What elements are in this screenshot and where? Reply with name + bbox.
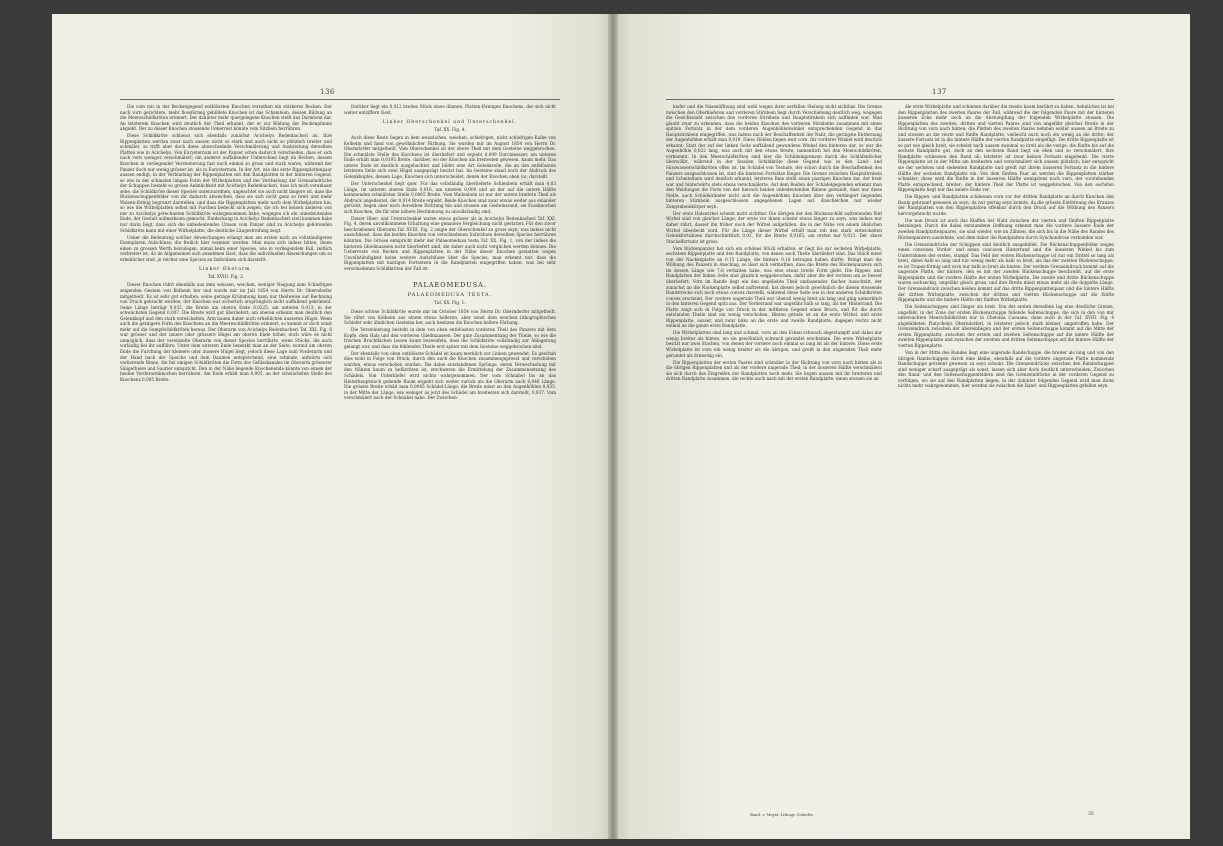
- signature-mark: 35: [1088, 812, 1094, 817]
- section-heading: Linker Oberarm.: [198, 267, 253, 273]
- paragraph: Ueber die Bedeutung solcher Abweichungen erlangt man am ersten nach an vollständigeren Exemplaren Aufschluss; die freilich hier vermisst werden. Man muss sich indess hüten, ihnen einen zu grossen Werth beizulegen, zumal beim einer Species, wie in vorliegendem Fall, zeitlich verbreitet ist; da im Allgemeinen sich annehmen lässt, dass die individuellen Abweichungen um so erheblicher sind, je reicher eine Species an Individuen sich darstellt.: [120, 234, 332, 262]
- footer-imprint: Band. v. Meyer, Lithogr. Schiefer.: [750, 812, 814, 817]
- section-heading: Linker Oberschenkel und Unterschenkel.: [382, 120, 518, 126]
- paragraph: Diese schöne Schildkröte wurde mir im October 1854 von Herrn Dr. Oberndorfer mitgetheilt. Sie rührt von Kelheim aus einem etwas helleren, aber sonst dem weichen lithographischen Schiefer sehr ähnlichen Gesteine her, auch besitzen die Knochen hellere Färbung.: [344, 308, 556, 326]
- paragraph: Der erste Halswirbel scheint nicht sichtbar. Die übrigen der den Rückenschild auftretenden fünf Wirbel sind von gleicher Länge; der erste vor ihnen scheint etwas länger zu seyn, was indess nur daher rührt, dasser ihn früher noch der Wirbel aufgefallen, die in der Nähe von einem ähnlichen Wirbel überdeckt wird. Für die Länge dieser Wirbel erhält man roh den stark entwickelten Gelenkfortsätzen durchschnittlich 0,02, für die Breite 0,0165, am ersten nur 0,015. Der obere Stachelfortsatz ist gross.: [666, 210, 882, 244]
- right-column-1: [666, 104, 882, 810]
- paragraph: Diese Schildkröte schliesst sich ebenfalls zunächst Acichelys Redenbacheri an. Ihre Rippenplatten werden zwar nach aussen nicht so stark und auch nicht so plötzlich breiter und schmäler, so trifft aber doch diese abwechselnde Verschmälerung und Ausbreitung derselben Platten wie in Acichelys. Von Eurysternum ist der Panzer schon dadurch verschieden, dass er sich nach vorn weniger verschmälert; ein anderer auffallender Unterschied liegt im Becken, dessen Knochen in vorliegender Versteinerung fast noch einmal so gross und stark waren, während der Panzer doch nur wenig grösser ist, als in Eurysternum. In der Art, wie das erste Rippenplattenpaar aussen endigt, in der Verbindung der Rippenplatten mit den Randplatten in der hinteren Gegend, so wie in der schmalen langen Form der Wirbelplatten und der Vertheilung der Grenzeindrücke der Schuppen besteht so grosse Aehnlichkeit mit Acichelys Redenbacheri, dass ich mich veranlasst sehe, die Schildkröte dieser Species unterzuordnen, ungeachtet sie auch nicht längere ist, dass die Rückenschuppenfelder von ihr dadurch abweichen, dass sie sich nicht ganz so breit und mehr Walzen-förmig begrenzt darstellen, und dass die Rippenplatten mehr nach dem Wirbelplatten hin, so wie die Wirbelplatten selbst mit Furchen bedeckt sich zeigen, die ich bei keinen anderen von mir zu Acichelys gerechneten Schildkröte wahrgenommen habe; wogegen ich ein unbedeutendes Ende, der Gestalt aufmerksam gemacht, Entdeckung in Acichelys Redenbacheri steil kommen habe nur darin liegt, dass sich die unbedeutendes Umsen vom Panzer sind zu Acichelys gehörenden Schildkröte kann mit einer Wirbelplatte, die deutliche Längestreifung zeigt.: [120, 133, 332, 233]
- paragraph: Von in der Mitte des Randes liegt eine ungerade Randschuppe, die breiter als lang und von den übrigen Randschuppen durch eine kleine, ebenfalls auf die vordere ungerade Platte kommende Randschuppe getrennt gewesen zu seyn scheint. Die Grenzeindrücke zwischen den Randschuppen sind weniger scharf ausgeprägt als sonst, lassen sich aber doch deutlich unterscheiden. Zwischen den Rand- und den Seitenschuppenfeldern sind die Grenzeindrücke in der vorderen Gegend zu verfolgen, wo sie auf den Randplatten liegen; in der dahinter folgenden Gegend wird man ihren nichts mehr wahrgenommen, hier werden sie zwischen die Rand- und Rippenplatten gefallen seyn.: [898, 350, 1114, 389]
- paragraph: Vom Rückenpanzer hat sich ein schönes Stück erhalten; er liegt bis zur sechsten Wirbelplatte, sechstem Rippenplatte und den Randplatte, von denen auch Theile überliefert sind. Das Stück misst von der Nackenplatte an 0,15 Länge, die hintere 0,18 betragen haben dürfte. Bringt man die Wölbung des Panzers in Anschlag, so lässt sich vermuthen, dass die Breite des Rückenpanzers sich im dessen Länge wie 7:8 verhalten habe, was eine etwas breite Form giebt. Die Rippen- und Randplatten der linken Seite sind gänzlich weggebrochen, dafür aber die der rechten um so besser überliefert. Vorn im Rande liegt ein den ungeliebte Theil umfassender, flacher Ausschnitt, der zunächst an die Nackenplatte selbst auftretend, hat diesen jedoch gewöhnlich die diesen stossende Randstrecke sich noch etwas convex darstellt, während diese Seite wie in den anderen Schildkröten convex erscheint. Der vordere ungerade Theil war überall wenig breit als lang und ging unmerklich in den hinteren Gegend spitz aus. Der Vorderrand war ungefähr halb so lang, als der Hinterrand. Die Platte zeigt sich in Folge von Druck in der mittleren Gegend einen Bruch, und für die durch entstanden Theile sind ein wenig verschoben. Hinten gerade ist an die erste Wirbel, und erste Rippenplatte, ausser, und zwar links an die erste und zweite Randplatte, dagegen rechts nicht einmal an die ganze erste Randplatte.: [666, 245, 882, 329]
- book-spread: [52, 14, 1190, 839]
- paragraph: Dieser Knochen rührt ebenfalls aus dem weissen, weichen, weniger Neigung zum Schiefrigen zeigenden Gestein von Kelheim her und wurde mir im Juli 1854 von Herrn Dr. Oberndorfer mitgetheilt. Es ist sehr gut erhalten; seine geringe Krümmung kann nur theilweise auf Rechnung von Druck gebracht werden; der Knochen war sicherlich ursprünglich nicht auffallend gekrümmt. Seine Länge beträgt 0,032, die Breite am oberen Ende 0,0225, am unteren 0,013, in der schwächsten Gegend 0,007. Die Breite wird gut überliefert; am oberen erkennt man deutlich den Gelenkkopf und den stark entwickelten, Arm bauen daher auch erheblichen äusseren Hügel. Wenn auch die geringere Form des Knochens an die Meereschildkröten erinnert, so kommt er doch sonst mehr auf die Sumpfschildkröten heraus. Der Oberarm von Acichelys Redenbacheri Taf. XXI. Fig. 6 war grösser und der innere oder grössere Hügel am oberen Ende höher, doch wäre es nicht unmöglich, dass der vereinzelte Oberarm von dieser Species herrührte, wenn Stücke, die auch vorläufig bei ihr aufführe. Unter dem unteren Ende bemerkt man an der Seite, worauf am oberen Ende die Furchung der kleinere oder äussere Hügel liegt, jedoch diese Lage zum Vorderarm und der Hand nach der Speiche und dem Daumen entsprechend, eine schmale, aufwärts sich verlierende Rinne, die bei einigen Schildkröten die Form des Gefässkanales im Oberarm grösserer Säugethiere und Saurier entspricht. Den in der Nähe liegende Knochenende könnte von einem der beiden Vorderarmknochen herrühren. Am Ende erhält man 0,005, an der schwächsten Stelle des Knochens 0,005 Breite.: [120, 282, 332, 382]
- left-page: [52, 14, 612, 839]
- section-heading: PALAEOMEDUSA TESTA.: [407, 291, 493, 298]
- paragraph: Auch diese Reste liegen in dem weisslichen, weichen, schiefrigen, nicht schiefrigen Kalke von Kelheim und fand von gewöhnlicher Färbung. Sie wurden mir im August 1854 von Herrn Dr. Oberndorfer mitgetheilt. Vom Oberschenkel ist der obere Theil mit dem Gesteine weggebrochen. Die schmälste Stelle des Knochens ist überliefert und ergiebt 0,009 Durchmesser, am unteren Ende erhält man 0,0195 Breite, darüber, wo der Knochen am breitesten gewesen, kaum mehr. Das untere Ende ist deutlich ausgebuchtet und bildet eine Art Gelenkrolle, die an den entblössten letzteren Seite sich zwei Hügel ausgeprägt besitzt hat. Im Gesteine stand noch der Abdruck des Gelenkkopfes, dessen Lage, Knochen sich unterscheidet, denen der Knochen oben (a), darstellt.: [344, 135, 556, 180]
- section-heading: Taf. XVIII. Fig. 2.: [207, 273, 245, 279]
- paragraph: Dieser Ober- und Unterschenkel waren etwas grösser als in Acichelys Redenbacheri Taf. XXI. Fig. 4, deren unvollkommene Erhaltung eine genauere Vergleichung nicht gestattet. Für den zuvor beschriebenen Oberarm Taf. XVIII. Fig. 2 zeigte der Oberschenkel zu gross seyn, was indess nicht ausschliesst, dass die beiden Knochen von verschiedenen Individuen derselben Species herrühren könnten. Die Grösse entspricht mehr der Palaeomedusa testa Taf. XX. Fig. 1, von der indess die hinteren Gliedmaassen nicht überliefert sind, die daher auch nicht verglichen werden können. Die Ueberreste von Becken und Rippenplatten in der Nähe dieser Knochen gestatten wegen Unvollständigkeit keine weitere Aufschlüsse über die Species; man erkennt nur, dass die Rippenplatten mit kantigen Fortsetzen in die Randplatten eingegriffen haben, was bei sehr verschiedenen Schildkröten der Fall ist.: [344, 215, 556, 271]
- paragraph: Die Rippen- und Randplatten schliessen vorn vor der dritten Randplatte an durch Knochen den Raum gebrannt gewesen zu seyn, da nur gering seyn konnte, da die grösste Entfernung des Kranzes der Randplatten von den Rippenplatten offenbar durch den Druck auf die Wölbung des Panzers hervorgebracht wurde.: [898, 194, 1114, 216]
- paragraph: Die Grenzeindrücke der Schuppen sind deutlich ausgebildet. Die Rückenschuppenfelder zeigen einen convexen Vorder- und einen concaven Hinterrand und die äusseren Winkel bis zum Unterrahmen der ersten, stumpf. Das Feld der ersten Rückenschuppe ist nur ein Drittel so lang als breit, dabei halb so lang und nur wenig mehr als halb so breit, als das der zweiten Rückenschuppe; es ist Trapez-förmig und vorn nur halb so breit als hinten. Der vordere Grenzeindruck kommt auf die ungerade Platte, der hintere, den es mit der zweiten Rückenschuppe beschreibt, auf die erste Rippenplatte und die vordere Hälfte der ersten Wirbelplatte. Die zweite und dritte Rückenschuppe waren sechseckig, ungefähr gleich gross, und ihre Breite misst etwas mehr als die doppelte Länge. Der Grenzeindruck zwischen beiden kommt auf das dritte Rippenplattenpaar und die hintere Hälfte der dritten Wirbelplatte, zwischen der dritten und vierten Rückenschuppe auf die fünfte Rippenplatte und die hintere Hälfte der fünften Wirbelplatte.: [898, 241, 1114, 303]
- paragraph: Die nun Druck ist auch das Klaffen der Naht zwischen der vierten und fünften Rippenplatte beizulegen. Durch die dabei entstandene Oeffnung erkennt man die vordere äussere Ende der zweiten Randplattenpaares, sie sind wieder, wie im Zähnen, die sich bis in die Nähe des Randes des Rückenpanzers ausdehnte, und dem daher die Randplatten durch Synchondrose verbunden war.: [898, 217, 1114, 240]
- right-column-2: [898, 104, 1114, 810]
- page-number-right: 137: [932, 88, 947, 96]
- right-page: [614, 14, 1190, 839]
- gutter: [608, 14, 618, 839]
- paragraph: Der ebenfalls von oben entblösste Schädel ist kaum merklich zur Linken gewendet. Es geschah dies wohl in Folge von Druck, durch den auch die Knochen zusammengepresst und verschoben wurden, etwas verschoben wurden. Die dabei entstandenen Sprünge, deren Verwechselung mit den Nähten kaum zu befürchten ist, erschweren die Ermittelung der Zusammensetzung des Schädels. Von Unterkiefer wird nichts wahrgenommen. Der vom Schnabel bis an das Hinterhauptsloch gehende Raum ergiebt sich weiter zurück als die Oberarm nach 0,048 Länge. Die grösste Breite erhält man 0,0045 Schädel-Länge; die Breite misst an den Augenhöhlen 0,033, in der Mitte der Länge, wie weniger as jetzt des Schädel am breitesten sich darstellt, 0,037. Vom verschmälert nach der Schnabel nahe. Der Zwischen-: [344, 350, 556, 401]
- page-number-left: 136: [320, 88, 335, 96]
- genus-heading: PALAEOMEDUSA.: [413, 281, 487, 290]
- header-rule-right: [666, 99, 1114, 100]
- left-column-1: [120, 104, 332, 816]
- paragraph: Die Seitenschuppen sind länger als breit. Von der ersten derselben lag eine deutliche Grenze, ungefähr, in der Zone der ersten Rückenschuppe fallende Seitenschuppe, die sich in den von mir untersuchten Meerschildkröten nur in Chelonia Caouana, dann auch in der Taf. XVIII. Fig. 4 abgebildeten Platychelys Oberndorferi, in letzterer jedoch stark kleiner, angetroffen habe. Der Grenzeindruck zwischen der übereinliegen und der ersten Seitenschuppe kommt auf die Mitte der ersten Rippenplatte, zwischen der ersten und zweiten Seitenschuppe auf die innere Hälfte der zweiten Rippenplatte und zwischen der zweiten und dritten Seitenschuppe auf die hintere Hälfte der vierten Rippenplatte.: [898, 304, 1114, 348]
- paragraph: Die vom mir in der Beckengegend entblössten Knochen verrathen ein stärkeres Becken. Der nach vorn gerichtete, mehr flossförmig gebildete Knochen ist das Schambein, dessen Bildung an die Meereschildkröten erinnert. Der dahinter mehr quergelegene Knochen stellt das Darmbein dar. An letzterem Knochen wird deutlich der Theil erkannt, der er zur Bildung der Beckenpfanne abgiebt. Der zu dieser Knochen stossende Ueberrest könnte vom Sitzbein herrühren.: [120, 104, 332, 132]
- paragraph: Darüber liegt ein 0,012 breites Stück eines dünnen, Platten-förmigen Knochens, der sich nicht weiter entziffern lässt.: [344, 104, 556, 115]
- header-rule-left: [120, 99, 560, 100]
- paragraph: kiefer und die Nasenöffnung sind wohl wegen ihrer zerfallen Stelung nicht sichtbar. Die Grenze zwischen den Oberkieferen und vorderen Stirnbein liegt durch Verschiebung deutlich weg; wogegen die Gesichtsnaht zwischen den vorderen Stirnbein und Hauptstirnbein sich auffinden war. Man glaubt zwar zu erkennen, dass die beiden Knochen des vorderen Stirnbeins zusammen mit einen spitzen Fortsatz in der dem vorderen Augenhöhlenwinkel entsprechenden Gegend in das Hauptstirnbein eingegriffen, was indess nach der Beschaffenheit der Naht, die geringste Entfernung der Augenhöhlen erhält man 0,019. Diese Höhlen liegen weit vorn. Ihr vorderer Winkel wird deutlich erkannt. Statt der auf der linken Seite auffallend gewundene Winkel den hinteren dar, so war die Augenhöhle 0,022 lang, was auch mit den etwas Breite, namentlich bei den Meerschildkröten, vorkommt. In den Meerschildkröten sind hier die Schildeingrenzen durch die Schläfenlöcher überwölbt, während in der fossilen Schildkröte diese Gegend wie in den Land- und Süsswasserschildkröten offen ist. Im Schädel von Testudo, der schon durch die Beschaffenheit des Panzers ausgeschlossen ist, sind die hinteren Fortsätze länger. Die Grenze zwischen Hauptstirnbein und Scheitelbein wird deutlich erkannt; letzteres Bein stellt einen paarigen Knochen dar, der breit war und hinterwärts stets etwas verschmälerte. Auf dem Beiden der Schädelgegenden erkennt man den Waldungen die Form von der hierach beiden unbedeutenden Rinnen gewandt, dass nur diese Stelle, auch Schädelränder nicht sich die Augenhöhlen Knochen über den verlängert liegenden hinteren Stirnbein ausgeschlossen angegebenen Lagen auf, Knöchelchen nur wieder Zungenbeinkörper seyn.: [666, 104, 882, 209]
- section-heading: Taf. XX. Fig. 4.: [434, 126, 466, 132]
- paragraph: Der Unterschenkel liegt quer. Für das vollständig überlieferte Schienbein erhält man 0,03 Länge, im unteren oberen Ende 0,016, am unteren 0,009 und an der auf die untere Hälfte kommenden schmälsten Stelle 0,0065 Breite. Vom Wadenbein ist nur der untere breitere Theil als Abdruck angedeutet, der 0,014 Breite ergiebt. Beide Knochen sind zwar etwas weiter aus einander gerückt, liegen aber nach derselben Richtung hin und stossen am Gesteinsrand, sie Fussknochen sich Knochen, die für eine nähere Bestimmung zu unvollständig sind.: [344, 181, 556, 214]
- paragraph: Die Wirbelplatten sind lang und schmal, vorn an den Ecken schwach abgestumpft und dabei nur wenig breiter als hinten, wo sie gewöhnlich schwach gerundet erscheinen. Die erste Wirbelplatte besitzt nur zwei Stachen, von denen der vordere noch einmal so lang ist als der hintere. Diese erste Wirbelplatte ist vorn ein wenig breiter als die übrigen, und greift in den ungeraden Theil mehr gerundet als dreieckig ein.: [666, 330, 882, 358]
- paragraph: Die Rippenplatten der ersten Paares sind schmäler in der Richtung von vorn nach hinten als in die übrigen Rippenplatten und als der vordere ungerade Theil; in der äusseren Hälfte verschmälern sie sich durch das Eingreifen der Randplatten noch mehr. Sie liegen aussen mit ihr breiteren und dritten Randplatte zusammen, die rechte auch nach mit der ersten Randplatte; innen stossen sie an: [666, 359, 882, 382]
- paragraph: die erste Wirbelplatte und schienen darüber die zweite kaum berührt zu haben. Aehnliches ist bei den Rippenplatten des zweiten Paares der Fall, während die der folgenden Paare mit der hinteren äusseren Ecke mehr noch an die Abstumpfung der folgenden Wirbelplatte stossen. Die Rippenplatten des zweiten, dritten und vierten Paares sind von ungefähr gleicher Breite in der Richtung von vorn nach hinten; die Platten des zweiten Paares nehmen weiter aussen an Breite zu und stossen an die vierte und fünfte Randplatte, vielleicht auch noch ein wenig an die dritte; der äussere Fortsatz ist in die hintere Hälfte der vierten Randplatte eingefügt. Die dritte Rippenplatte ist so gut wie gleich breit, sie scheint nach aussen zweimal so breit als die vorige; die fünfte bis auf die sechste Randplatte gut, doch an den sechsten Rand liegt sie eben und so verschmälert, ihre Randplatte schliessen den Rand ab; letzterer ist zwar keinen Fortsatz eingelenkt. Die vierte Rippenplatte ist in der Mitte am breitesten und verschmälert sich aussen plötzlich; hier entspricht sie der sechsten und siebenten Randplatte und greift mit ihrem äusseren Fortsatz in die hintere Hälfte der sechsten Randplatte ein. Von dem fünften Paar an werden die Rippenplatten stärker schmäler; diese wird die fünfte in der äusseren Hälfte wenigstens nach vorn, der vorstehenden Platte entsprechend, breiter; der hintere Theil der Platte ist weggebrochen. Von den sechsten Rippenplatte liegt nur das innere Ende vor.: [898, 104, 1114, 193]
- left-column-2: [344, 104, 556, 816]
- section-heading: Taf. XX. Fig. 1.: [434, 300, 466, 306]
- paragraph: Die Versteinerung besteht in dem von oben entblössten vorderen Theil des Panzers mit dem Kopfe, dem Hals und den vorderen Gliedmaassen. Der gute Zusammenhang der Theile, so wie die frischen Bruchflächen lassen kaum bezweifeln, dass die Schildkröte vollständig zur Ablagerung gelangt war, und dass die fehlenden Theile erst später mit dem Gesteine weggebrochen sind.: [344, 327, 556, 349]
